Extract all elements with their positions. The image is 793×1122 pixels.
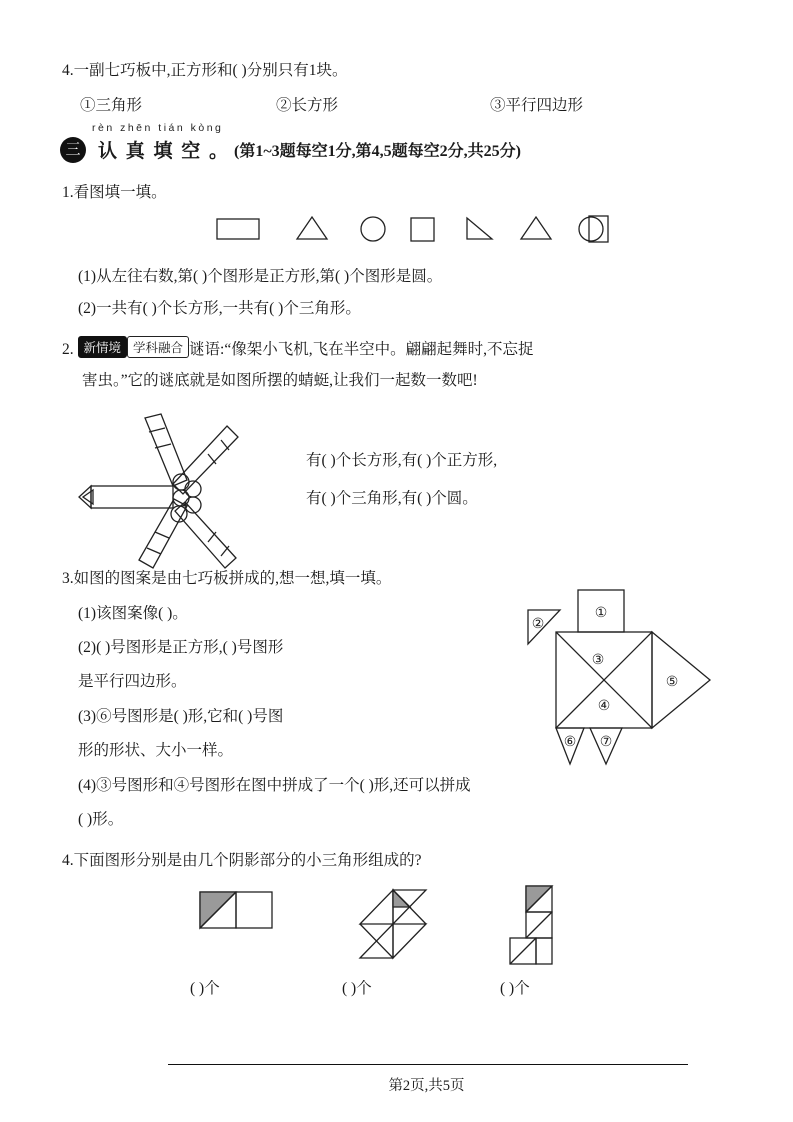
section-number-badge: 三 (60, 137, 86, 163)
fill-4-figure-b (350, 884, 436, 964)
svg-text:⑤: ⑤ (665, 675, 679, 690)
svg-text:⑥: ⑥ (563, 735, 577, 750)
question-4-top-stem: 4.一副七巧板中,正方形和( )分别只有1块。 (62, 62, 348, 79)
fill-4-figure-a (198, 890, 274, 936)
fill-2-answer-line-2: 有( )个三角形,有( )个圆。 (306, 490, 478, 507)
option-3[interactable]: ③平行四边形 (490, 97, 584, 114)
fill-1-shape-8 (586, 210, 612, 248)
fill-3-line-1: (1)该图案像( )。 (78, 605, 188, 622)
fill-1-line-1: (1)从左往右数,第( )个图形是正方形,第( )个图形是圆。 (78, 268, 443, 285)
section-pinyin: rèn zhēn tián kòng (92, 122, 224, 134)
footer-divider (168, 1064, 688, 1065)
fill-4-stem: 4.下面图形分别是由几个阴影部分的小三角形组成的? (62, 852, 422, 869)
option-1[interactable]: ①三角形 (80, 97, 143, 114)
tangram-figure (500, 588, 720, 788)
fill-3-line-4b: ( )形。 (78, 811, 124, 828)
fill-2-number: 2. (62, 341, 74, 358)
page-footer: 第2页,共5页 (388, 1078, 465, 1094)
svg-text:④: ④ (597, 699, 611, 714)
section-title: 认 真 填 空 。 (98, 141, 231, 162)
fill-3-line-4a: (4)③号图形和④号图形在图中拼成了一个( )形,还可以拼成 (78, 777, 471, 794)
fill-4-answer-c: ( )个 (500, 980, 530, 997)
fill-3-line-2b: 是平行四边形。 (78, 673, 187, 690)
svg-text:①: ① (594, 606, 608, 621)
fill-4-answer-b: ( )个 (342, 980, 372, 997)
fill-4-figure-c (508, 884, 568, 966)
fill-1-stem: 1.看图填一填。 (62, 184, 167, 201)
question-4-top-options (80, 93, 700, 117)
section-note: (第1~3题每空1分,第4,5题每空2分,共25分) (234, 143, 521, 160)
fill-3-line-3a: (3)⑥号图形是( )形,它和( )号图 (78, 708, 284, 725)
tag-interdisciplinary: 学科融合 (127, 336, 189, 358)
fill-4-answer-a: ( )个 (190, 980, 220, 997)
fill-2-text-2: 害虫。”它的谜底就是如图所摆的蜻蜓,让我们一起数一数吧! (82, 372, 478, 389)
dragonfly-figure (75, 410, 270, 590)
fill-1-shape-row (215, 210, 615, 248)
fill-2-line-1 (62, 336, 533, 359)
section-header (60, 136, 521, 170)
fill-1-line-2: (2)一共有( )个长方形,一共有( )个三角形。 (78, 300, 361, 317)
fill-3-line-2a: (2)( )号图形是正方形,( )号图形 (78, 639, 284, 656)
svg-text:②: ② (531, 617, 545, 632)
option-2[interactable]: ②长方形 (276, 97, 339, 114)
fill-3-stem: 3.如图的图案是由七巧板拼成的,想一想,填一填。 (62, 570, 392, 587)
fill-2-text-1: 谜语:“像架小飞机,飞在半空中。翩翩起舞时,不忘捉 (189, 341, 534, 358)
fill-3-line-3b: 形的形状、大小一样。 (78, 742, 234, 759)
worksheet-sheet (30, 18, 763, 1104)
svg-text:⑦: ⑦ (599, 735, 613, 750)
fill-2-answer-line-1: 有( )个长方形,有( )个正方形, (306, 452, 498, 469)
svg-text:③: ③ (591, 653, 605, 668)
tag-new-context: 新情境 (78, 336, 128, 358)
